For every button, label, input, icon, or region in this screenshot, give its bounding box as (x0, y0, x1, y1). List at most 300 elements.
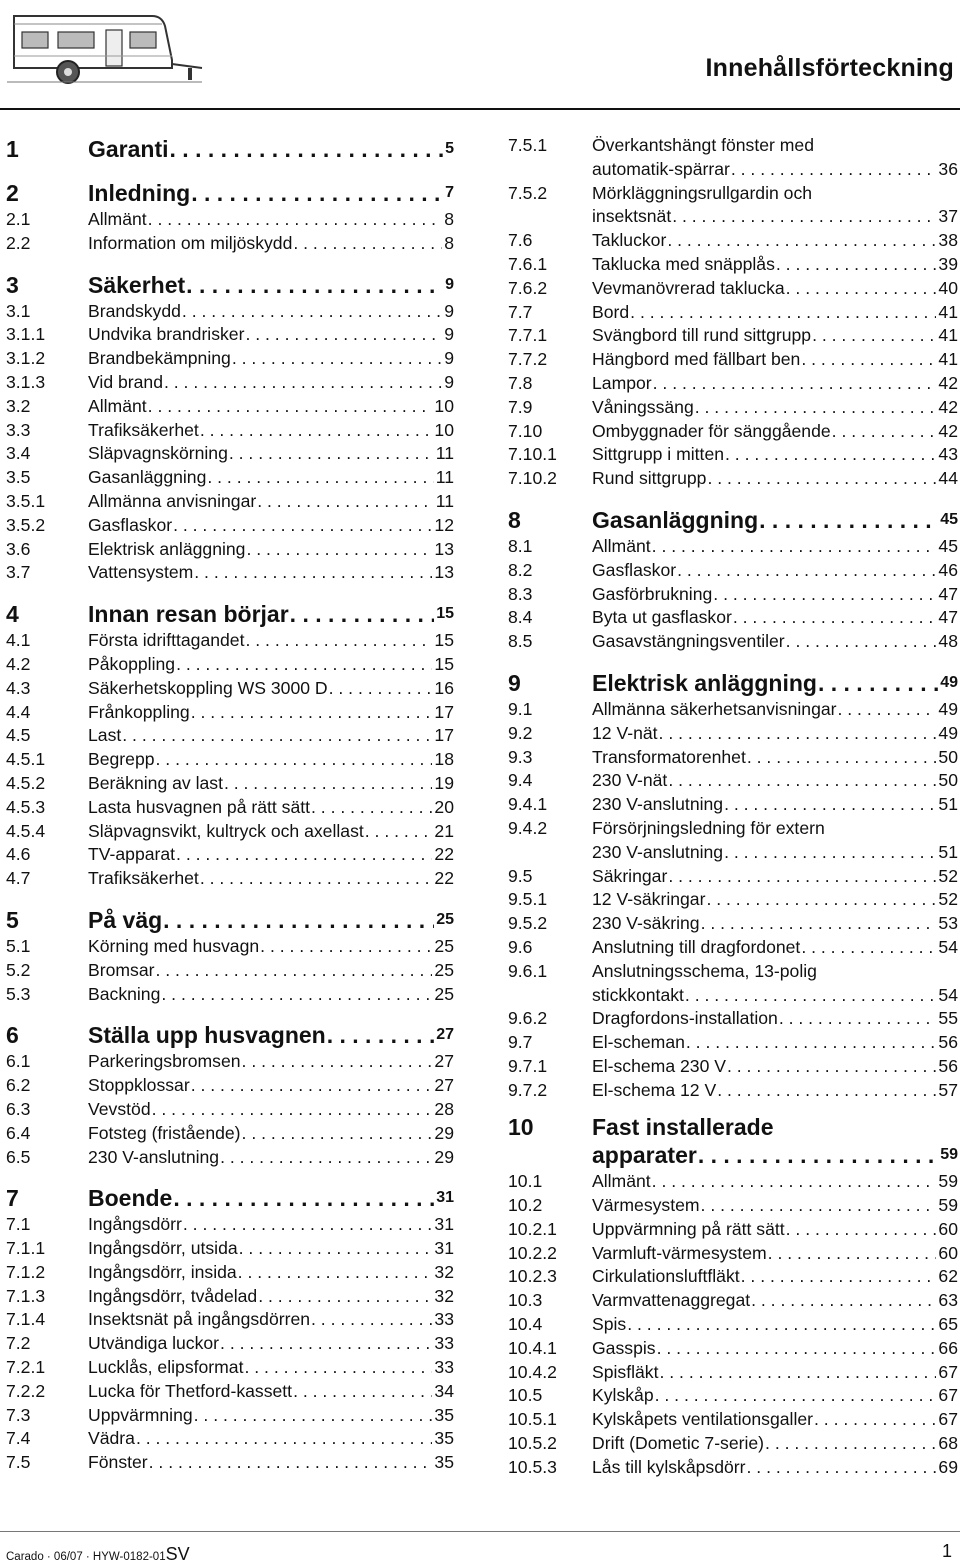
toc-leader-dots (190, 178, 443, 208)
toc-page-number: 35 (434, 1452, 454, 1473)
toc-entry[interactable] (6, 1451, 454, 1475)
toc-entry-number: 10.4 (508, 1314, 543, 1335)
toc-leader-dots (193, 561, 432, 585)
toc-entry[interactable] (508, 396, 958, 420)
toc-entry[interactable] (508, 817, 958, 841)
toc-leader-dots (172, 1183, 434, 1213)
toc-page-number: 9 (444, 348, 454, 369)
toc-entry[interactable] (6, 1404, 454, 1428)
toc-entry[interactable] (6, 935, 454, 959)
toc-entry-number: 7.3 (6, 1404, 31, 1425)
toc-entry-number: 5 (6, 906, 19, 933)
toc-page-number: 48 (938, 631, 958, 652)
toc-entry-title: Våningssäng (592, 396, 694, 417)
toc-page-number: 54 (938, 936, 958, 957)
toc-leader-dots (231, 347, 442, 371)
toc-entry[interactable] (6, 323, 454, 347)
toc-page-number: 27 (434, 1051, 454, 1072)
toc-page-number: 22 (434, 868, 454, 889)
toc-leader-dots (775, 253, 937, 277)
toc-entry-title: Släpvagnskörning (88, 443, 228, 464)
toc-entry[interactable] (508, 182, 958, 206)
toc-entry-title: Takluckor (592, 230, 667, 251)
toc-entry-number: 4 (6, 601, 19, 628)
toc-entry[interactable] (6, 442, 454, 466)
toc-entry-title: Cirkulationsluftfläkt (592, 1266, 740, 1287)
toc-page-number: 32 (434, 1261, 454, 1282)
toc-entry[interactable] (6, 629, 454, 653)
toc-entry[interactable] (508, 277, 958, 301)
toc-entry[interactable] (508, 443, 958, 467)
toc-entry-title: El-schema 12 V (592, 1079, 717, 1100)
toc-entry-title: Vattensystem (88, 562, 194, 583)
toc-entry-continuation[interactable] (508, 841, 958, 865)
toc-entry-title: Hängbord med fällbart ben (592, 349, 801, 370)
toc-entry[interactable] (508, 1079, 958, 1103)
toc-entry-title-continued: apparater (592, 1142, 697, 1169)
toc-entry-title: Vevstöd (88, 1098, 151, 1119)
toc-entry-number: 3.6 (6, 538, 31, 559)
toc-entry[interactable] (6, 514, 454, 538)
toc-page-number: 40 (938, 277, 958, 298)
toc-leader-dots (147, 395, 433, 419)
toc-entry[interactable] (6, 701, 454, 725)
toc-page-number: 13 (434, 538, 454, 559)
toc-page-number: 25 (434, 935, 454, 956)
toc-chapter-entry[interactable] (6, 270, 454, 300)
toc-leader-dots (193, 1404, 433, 1428)
toc-entry[interactable] (6, 538, 454, 562)
toc-entry-number: 9.4 (508, 770, 533, 791)
toc-page-number: 22 (434, 844, 454, 865)
toc-entry[interactable] (508, 722, 958, 746)
toc-entry[interactable] (6, 772, 454, 796)
toc-entry-number: 10.4.2 (508, 1361, 557, 1382)
toc-entry[interactable] (508, 1265, 958, 1289)
toc-page-number: 66 (938, 1337, 958, 1358)
toc-page-number: 51 (938, 841, 958, 862)
toc-entry[interactable] (508, 1384, 958, 1408)
toc-entry[interactable] (6, 347, 454, 371)
toc-entry-number: 3.7 (6, 562, 31, 583)
toc-leader-dots (837, 698, 937, 722)
toc-leader-dots (328, 677, 433, 701)
toc-entry-continuation[interactable] (508, 205, 958, 229)
toc-entry-number: 2.2 (6, 232, 31, 253)
toc-leader-dots (671, 205, 936, 229)
toc-page-number: 42 (938, 372, 958, 393)
toc-page-number: 57 (938, 1079, 958, 1100)
toc-entry[interactable] (508, 583, 958, 607)
toc-entry[interactable] (508, 559, 958, 583)
toc-leader-dots (310, 796, 432, 820)
toc-entry[interactable] (6, 1146, 454, 1170)
toc-leader-dots (182, 1213, 433, 1237)
toc-leader-dots (169, 134, 444, 164)
toc-entry-number: 4.4 (6, 701, 31, 722)
toc-page-number: 67 (938, 1409, 958, 1430)
toc-page-number: 54 (938, 984, 958, 1005)
toc-leader-dots (148, 1451, 433, 1475)
toc-entry[interactable] (508, 888, 958, 912)
toc-entry-title: TV-apparat (88, 844, 176, 865)
toc-entry-title: Säkringar (592, 865, 668, 886)
toc-leader-dots (764, 1432, 936, 1456)
toc-page-number: 29 (434, 1122, 454, 1143)
toc-entry[interactable] (6, 1380, 454, 1404)
toc-page-number: 60 (938, 1242, 958, 1263)
toc-leader-dots (190, 701, 433, 725)
toc-entry[interactable] (508, 746, 958, 770)
toc-entry[interactable] (6, 724, 454, 748)
toc-page-number: 51 (938, 794, 958, 815)
toc-entry-number: 9.5.2 (508, 913, 548, 934)
toc-entry-number: 4.6 (6, 844, 31, 865)
toc-page-number: 41 (938, 325, 958, 346)
toc-entry[interactable] (508, 301, 958, 325)
toc-page-number: 15 (436, 605, 454, 623)
toc-entry-title: Ingångsdörr, insida (88, 1261, 237, 1282)
toc-entry-title: Inledning (88, 180, 191, 206)
toc-entry[interactable] (6, 867, 454, 891)
toc-chapter-entry[interactable] (6, 178, 454, 208)
toc-leader-dots (364, 820, 433, 844)
toc-entry-title: Elektrisk anläggning (592, 669, 817, 696)
toc-entry[interactable] (508, 535, 958, 559)
toc-entry-number: 10.2 (508, 1195, 543, 1216)
toc-page-number: 49 (938, 698, 958, 719)
toc-chapter-entry[interactable] (6, 1183, 454, 1213)
toc-entry-number: 6.3 (6, 1098, 31, 1119)
toc-entry[interactable] (508, 253, 958, 277)
toc-entry-continuation[interactable] (508, 1140, 958, 1170)
toc-entry-title: Ingångsdörr, tvådelad (88, 1285, 258, 1306)
toc-entry-number: 7.2.1 (6, 1357, 46, 1378)
toc-entry-title: Ingångsdörr (88, 1214, 182, 1235)
toc-entry-title: Allmänt (592, 1171, 651, 1192)
toc-entry-title: Gasspis (592, 1337, 656, 1358)
toc-page-number: 63 (938, 1290, 958, 1311)
toc-leader-dots (685, 1031, 937, 1055)
toc-entry[interactable] (508, 1289, 958, 1313)
toc-page-number: 56 (938, 1055, 958, 1076)
toc-page-number: 52 (938, 889, 958, 910)
toc-page-number: 50 (938, 746, 958, 767)
toc-entry-title: Drift (Dometic 7-serie) (592, 1433, 765, 1454)
toc-entry[interactable] (508, 1194, 958, 1218)
toc-page-number: 11 (435, 443, 454, 464)
toc-entry-title: 12 V-säkringar (592, 889, 706, 910)
toc-entry[interactable] (508, 1242, 958, 1266)
toc-entry-title: Undvika brandrisker (88, 324, 245, 345)
toc-chapter-entry[interactable] (508, 505, 958, 535)
toc-leader-dots (155, 748, 433, 772)
toc-entry[interactable] (6, 1074, 454, 1098)
toc-entry[interactable] (6, 653, 454, 677)
toc-entry[interactable] (6, 1122, 454, 1146)
toc-entry-number: 4.7 (6, 868, 31, 889)
toc-page-number: 17 (434, 725, 454, 746)
toc-chapter-entry[interactable] (6, 905, 454, 935)
toc-entry-title: Elektrisk anläggning (88, 538, 246, 559)
toc-entry[interactable] (6, 300, 454, 324)
toc-entry[interactable] (508, 229, 958, 253)
toc-page-number: 10 (434, 395, 454, 416)
toc-entry-number: 9.7.1 (508, 1055, 548, 1076)
toc-entry-title: Uppvärmning (88, 1404, 193, 1425)
toc-entry-title: Byta ut gasflaskor (592, 607, 732, 628)
toc-entry-continuation[interactable] (508, 984, 958, 1008)
toc-leader-dots (199, 419, 433, 443)
toc-leader-dots (257, 1285, 432, 1309)
toc-page-number: 41 (938, 301, 958, 322)
toc-entry[interactable] (508, 324, 958, 348)
toc-entry-title: Fast installerade (592, 1114, 774, 1141)
toc-entry-title: Allmänt (88, 209, 147, 229)
toc-leader-dots (746, 1456, 937, 1480)
toc-entry[interactable] (6, 419, 454, 443)
toc-entry-number: 3.2 (6, 395, 31, 416)
toc-entry-title: Allmänt (592, 535, 651, 556)
toc-leader-dots (172, 514, 432, 538)
toc-entry-title: Insektsnät på ingångsdörren (88, 1309, 311, 1330)
toc-entry-title: Brandskydd (88, 300, 181, 321)
toc-page-number: 42 (938, 396, 958, 417)
toc-page-number: 15 (434, 630, 454, 651)
toc-page-number: 38 (938, 230, 958, 251)
toc-entry-number: 7.6.1 (508, 253, 548, 274)
toc-entry-number: 7.5.1 (508, 135, 548, 155)
toc-entry[interactable] (6, 395, 454, 419)
toc-entry[interactable] (6, 208, 454, 232)
toc-entry-title: Allmänt (88, 395, 147, 416)
toc-entry-number: 6.4 (6, 1122, 31, 1143)
toc-entry[interactable] (508, 1007, 958, 1031)
toc-entry[interactable] (6, 1213, 454, 1237)
toc-entry[interactable] (508, 467, 958, 491)
toc-leader-dots (700, 1194, 937, 1218)
toc-entry-title: Ingångsdörr, utsida (88, 1238, 238, 1259)
toc-entry[interactable] (6, 820, 454, 844)
toc-entry[interactable] (6, 796, 454, 820)
toc-leader-dots (813, 1408, 936, 1432)
toc-chapter-entry[interactable] (508, 668, 958, 698)
toc-entry[interactable] (6, 843, 454, 867)
toc-entry-number: 9.5 (508, 865, 533, 886)
toc-entry[interactable] (6, 1332, 454, 1356)
toc-page-number: 11 (435, 467, 454, 488)
toc-leader-dots (706, 467, 936, 491)
toc-leader-dots (289, 599, 435, 629)
toc-entry-number: 3.1.1 (6, 324, 46, 345)
toc-entry-title: El-scheman (592, 1032, 685, 1053)
footer-page-number: 1 (941, 1541, 952, 1561)
toc-entry[interactable] (6, 959, 454, 983)
toc-entry-number: 9.7.2 (508, 1079, 548, 1100)
toc-page-number: 35 (434, 1428, 454, 1449)
toc-leader-dots (723, 793, 936, 817)
toc-page-number: 28 (434, 1098, 454, 1119)
toc-entry[interactable] (6, 748, 454, 772)
toc-entry[interactable] (508, 630, 958, 654)
toc-entry[interactable] (508, 1313, 958, 1337)
toc-chapter-entry[interactable] (6, 134, 454, 164)
toc-entry[interactable] (6, 1237, 454, 1261)
toc-page-number: 68 (938, 1433, 958, 1454)
toc-entry[interactable] (508, 372, 958, 396)
toc-entry-number: 1 (6, 136, 19, 162)
toc-entry[interactable] (6, 677, 454, 701)
toc-entry[interactable] (508, 348, 958, 372)
toc-entry[interactable] (6, 1285, 454, 1309)
toc-entry-number: 7.5 (6, 1452, 31, 1473)
toc-entry-title: Rund sittgrupp (592, 468, 707, 489)
toc-entry-title: Utvändiga luckor (88, 1333, 220, 1354)
toc-entry-title: Gasanläggning (592, 506, 759, 533)
toc-page-number: 44 (938, 468, 958, 489)
toc-page-number: 18 (434, 749, 454, 770)
toc-page-number: 5 (445, 140, 454, 157)
toc-entry[interactable] (508, 1408, 958, 1432)
toc-page-number: 20 (434, 796, 454, 817)
toc-entry[interactable] (6, 983, 454, 1007)
toc-entry[interactable] (508, 1031, 958, 1055)
toc-entry[interactable] (508, 960, 958, 984)
caravan-illustration (2, 2, 207, 92)
toc-entry[interactable] (508, 1055, 958, 1079)
toc-leader-dots (654, 1384, 937, 1408)
toc-entry-title: Taklucka med snäpplås (592, 253, 775, 274)
toc-leader-dots (750, 1289, 936, 1313)
toc-left-column (6, 112, 454, 1475)
toc-entry-number: 4.1 (6, 630, 31, 651)
toc-entry-title: Anslutning till dragfordonet (592, 936, 801, 957)
toc-entry[interactable] (6, 466, 454, 490)
toc-entry-title: 230 V-anslutning (592, 794, 724, 815)
toc-chapter-entry[interactable] (6, 1020, 454, 1050)
toc-entry[interactable] (508, 936, 958, 960)
toc-entry-title: 12 V-nät (592, 722, 658, 743)
toc-entry[interactable] (6, 1050, 454, 1074)
toc-entry-title: Anslutningsschema, 13-polig (592, 960, 817, 981)
toc-entry-title: Gasförbrukning (592, 583, 713, 604)
toc-entry-number: 2.1 (6, 209, 31, 229)
toc-page-number: 10 (434, 419, 454, 440)
toc-entry-number: 7.7.1 (508, 325, 548, 346)
toc-page-number: 46 (938, 559, 958, 580)
toc-entry-title: Garanti (88, 136, 169, 162)
toc-entry-number: 7.1.3 (6, 1285, 46, 1306)
toc-entry[interactable] (508, 1432, 958, 1456)
toc-entry[interactable] (508, 793, 958, 817)
toc-entry-title-continued: insektsnät (592, 206, 672, 227)
toc-entry[interactable] (6, 490, 454, 514)
toc-entry-number: 10.2.1 (508, 1218, 557, 1239)
toc-entry[interactable] (6, 561, 454, 585)
toc-entry[interactable] (508, 1337, 958, 1361)
toc-page-number: 25 (436, 910, 454, 928)
toc-entry[interactable] (508, 1170, 958, 1194)
toc-entry-title: Bromsar (88, 959, 155, 980)
toc-leader-dots (651, 535, 937, 559)
toc-leader-dots (746, 746, 937, 770)
toc-entry[interactable] (508, 606, 958, 630)
toc-entry-number: 7.6.2 (508, 277, 548, 298)
toc-entry-number: 10.2.2 (508, 1242, 557, 1263)
toc-page-number: 7 (445, 184, 454, 201)
toc-entry-number: 7.9 (508, 396, 533, 417)
toc-entry-number: 10.3 (508, 1290, 543, 1311)
toc-entry[interactable] (508, 912, 958, 936)
toc-entry[interactable] (508, 769, 958, 793)
toc-page-number: 25 (434, 959, 454, 980)
toc-entry[interactable] (508, 865, 958, 889)
toc-entry[interactable] (6, 1427, 454, 1451)
toc-page-number: 36 (938, 158, 958, 179)
toc-leader-dots (676, 559, 936, 583)
toc-leader-dots (629, 301, 936, 325)
toc-entry[interactable] (6, 232, 454, 256)
toc-entry[interactable] (6, 1261, 454, 1285)
page-title: Innehållsförteckning (705, 54, 954, 82)
footer-rule (0, 1531, 960, 1532)
toc-chapter-entry[interactable] (508, 1116, 958, 1140)
toc-entry-title: Lasta husvagnen på rätt sätt (88, 796, 311, 817)
toc-entry-title: Gasanläggning (88, 467, 207, 488)
toc-page-number: 33 (434, 1357, 454, 1378)
toc-leader-dots (811, 324, 936, 348)
toc-entry[interactable] (6, 371, 454, 395)
footer-doc: Carado · 06/07 · HYW-0182-01 (6, 1551, 166, 1563)
toc-leader-dots (800, 936, 936, 960)
toc-page-number: 59 (940, 1146, 958, 1164)
toc-entry[interactable] (508, 1361, 958, 1385)
toc-entry[interactable] (508, 1218, 958, 1242)
toc-leader-dots (162, 905, 434, 935)
toc-page-number: 49 (940, 673, 958, 691)
toc-page-number: 55 (938, 1008, 958, 1029)
toc-leader-dots (223, 772, 432, 796)
toc-entry-title: Säkerhetskoppling WS 3000 D (88, 677, 328, 698)
toc-entry-title: På väg (88, 906, 163, 933)
toc-entry[interactable] (508, 1456, 958, 1480)
footer-lang: SV (165, 1544, 190, 1564)
toc-entry-continuation[interactable] (508, 158, 958, 182)
toc-entry-number: 4.5.1 (6, 749, 46, 770)
toc-entry-number: 10.5.2 (508, 1433, 557, 1454)
toc-page-number: 12 (434, 514, 454, 535)
toc-entry-number: 6.1 (6, 1051, 31, 1072)
toc-leader-dots (652, 372, 937, 396)
toc-entry-title: 230 V-nät (592, 770, 668, 791)
toc-entry[interactable] (6, 1356, 454, 1380)
toc-entry[interactable] (508, 420, 958, 444)
toc-entry-number: 7.1.2 (6, 1261, 46, 1282)
toc-leader-dots (199, 867, 433, 891)
toc-page-number: 47 (938, 607, 958, 628)
toc-entry-title-continued: 230 V-anslutning (592, 841, 724, 862)
toc-entry-title: Gasavstängningsventiler (592, 631, 785, 652)
toc-entry-number: 7.10.1 (508, 444, 557, 465)
toc-chapter-entry[interactable] (6, 599, 454, 629)
toc-leader-dots (658, 722, 937, 746)
toc-entry[interactable] (508, 134, 958, 158)
toc-entry[interactable] (6, 1308, 454, 1332)
toc-entry-number: 7.5.2 (508, 182, 548, 203)
toc-entry[interactable] (6, 1098, 454, 1122)
toc-entry-number: 3.3 (6, 419, 31, 440)
toc-entry[interactable] (508, 698, 958, 722)
